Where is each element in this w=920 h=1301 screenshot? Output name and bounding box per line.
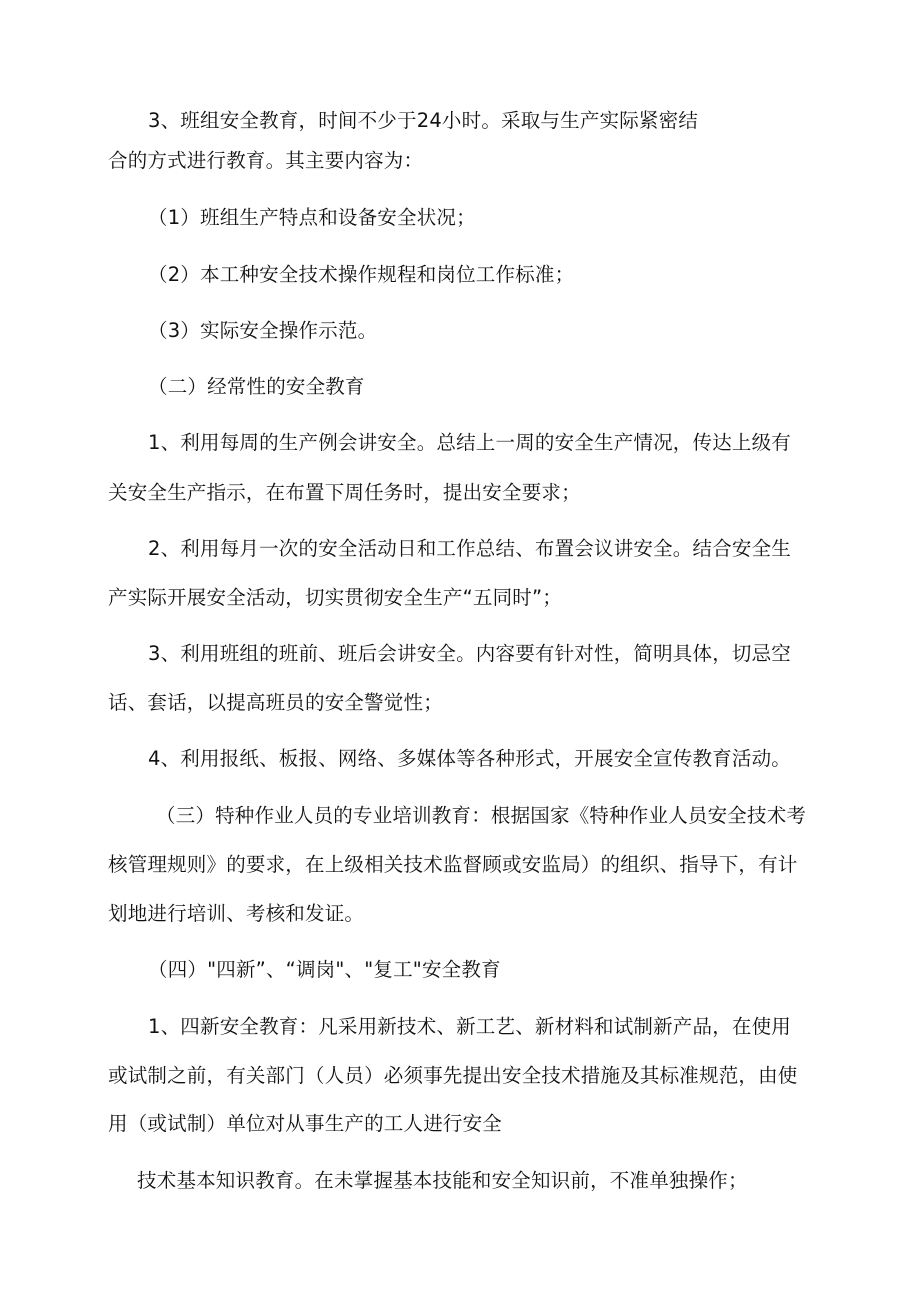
paragraph-line: 产实际开展安全活动，切实贯彻安全生产“五同时”； — [108, 586, 563, 609]
section-heading: （二）经常性的安全教育 — [148, 375, 365, 398]
section-heading: （三）特种作业人员的专业培训教育：根据国家《特种作业人员安全技术考 — [156, 804, 807, 827]
paragraph-line: 合的方式进行教育。其主要内容为： — [108, 149, 424, 172]
paragraph-line: 或试制之前，有关部门（人员）必须事先提出安全技术措施及其标准规范，由使 — [108, 1064, 798, 1087]
paragraph-line: 技术基本知识教育。在未掌握基本技能和安全知识前，不准单独操作； — [137, 1169, 748, 1192]
list-item: （1）班组生产特点和设备安全状况； — [148, 206, 476, 229]
paragraph-line: 话、套话，以提高班员的安全警觉性； — [108, 691, 443, 714]
paragraph-line: 3、班组安全教育，时间不少于24小时。采取与生产实际紧密结 — [148, 109, 699, 132]
paragraph-line: 1、四新安全教育：凡采用新技术、新工艺、新材料和试制新产品，在使用 — [148, 1015, 792, 1038]
paragraph-line: 2、利用每月一次的安全活动日和工作总结、布置会议讲安全。结合安全生 — [148, 537, 792, 560]
paragraph-line: 划地进行培训、考核和发证。 — [108, 902, 365, 925]
paragraph-line: 用（或试制）单位对从事生产的工人进行安全 — [108, 1112, 503, 1135]
paragraph-line: 核管理规则》的要求，在上级相关技术监督顾或安监局）的组织、指导下，有计 — [108, 853, 798, 876]
list-item: （3）实际安全操作示范。 — [148, 319, 378, 342]
paragraph-line: 4、利用报纸、板报、网络、多媒体等各种形式，开展安全宣传教育活动。 — [148, 747, 792, 770]
paragraph-line: 关安全生产指示，在布置下周任务时，提出安全要求； — [108, 481, 581, 504]
paragraph-line: 3、利用班组的班前、班后会讲安全。内容要有针对性，简明具体，切忌空 — [148, 642, 792, 665]
list-item: （2）本工种安全技术操作规程和岗位工作标准； — [148, 263, 575, 286]
paragraph-line: 1、利用每周的生产例会讲安全。总结上一周的安全生产情况，传达上级有 — [148, 431, 792, 454]
section-heading: （四）"四新”、“调岗"、"复工"安全教育 — [148, 958, 501, 981]
